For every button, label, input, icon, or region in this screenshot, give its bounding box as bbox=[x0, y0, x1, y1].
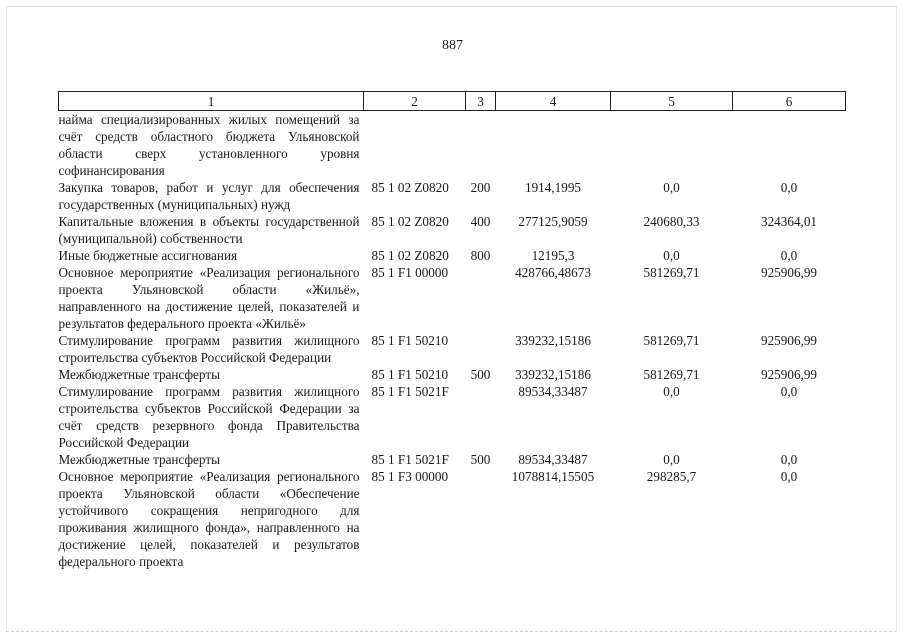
row-name: Межбюджетные трансферты bbox=[58, 367, 220, 382]
row-value-3: 324364,01 bbox=[760, 214, 818, 229]
header-col-6: 6 bbox=[733, 92, 846, 111]
row-code: 85 1 F3 00000 bbox=[371, 469, 449, 484]
row-name: Основное мероприятие «Реализация регионального проекта Ульяновской области «Жильё», направленного на достижение целей, показателей и результатов федерального проекта «Жильё» bbox=[58, 265, 360, 331]
header-col-4: 4 bbox=[496, 92, 611, 111]
row-value-2: 0,0 bbox=[663, 248, 680, 263]
row-value-3: 925906,99 bbox=[760, 367, 818, 382]
row-name: Стимулирование программ развития жилищного строительства субъектов Российской Федерации за счёт средств резервного фонда Правительства Российской Федерации bbox=[58, 384, 360, 450]
row-type: 500 bbox=[470, 452, 491, 467]
row-name: Иные бюджетные ассигнования bbox=[58, 248, 238, 263]
row-code: 85 1 F1 00000 bbox=[371, 265, 449, 280]
row-value-2: 240680,33 bbox=[643, 214, 700, 229]
row-value-1: 12195,3 bbox=[531, 248, 575, 263]
row-value-2: 0,0 bbox=[663, 452, 680, 467]
row-name: Межбюджетные трансферты bbox=[58, 452, 220, 467]
row-name: Закупка товаров, работ и услуг для обеспечения государственных (муниципальных) нужд bbox=[58, 180, 360, 212]
header-col-2: 2 bbox=[364, 92, 466, 111]
table-row bbox=[59, 111, 846, 180]
table-row bbox=[59, 179, 846, 213]
row-value-3: 0,0 bbox=[780, 384, 798, 399]
header-row bbox=[59, 92, 846, 111]
row-type bbox=[466, 332, 496, 366]
row-value-2: 0,0 bbox=[663, 384, 680, 399]
row-value-2: 581269,71 bbox=[643, 265, 700, 280]
row-code: 85 1 F1 5021F bbox=[371, 384, 449, 399]
row-value-1: 428766,48673 bbox=[515, 265, 591, 280]
row-type: 800 bbox=[470, 248, 491, 263]
table-row bbox=[59, 213, 846, 247]
row-type bbox=[466, 264, 496, 332]
row-code: 85 1 02 Z0820 bbox=[371, 248, 449, 263]
header-col-3: 3 bbox=[466, 92, 496, 111]
row-value-3: 925906,99 bbox=[760, 265, 818, 280]
row-name: Основное мероприятие «Реализация регионального проекта Ульяновской области «Обеспечение устойчивого сокращения непригодного для проживания жилищного фонда», направленного на достижение целей, показателей и результатов федерального проекта bbox=[58, 469, 360, 569]
row-name: Стимулирование программ развития жилищного строительства субъектов Российской Федерации bbox=[58, 333, 360, 365]
row-value-3: 0,0 bbox=[780, 180, 798, 195]
row-type: 500 bbox=[470, 367, 491, 382]
table-row bbox=[59, 451, 846, 468]
row-value-1: 277125,9059 bbox=[518, 214, 588, 229]
row-code: 85 1 02 Z0820 bbox=[371, 180, 449, 195]
row-value-2: 298285,7 bbox=[646, 469, 697, 484]
budget-table bbox=[58, 91, 846, 570]
row-type bbox=[466, 111, 496, 180]
row-type: 400 bbox=[470, 214, 491, 229]
table-row bbox=[59, 366, 846, 383]
row-name: Капитальные вложения в объекты государственной (муниципальной) собственности bbox=[58, 214, 360, 246]
row-value-1: 339232,15186 bbox=[515, 333, 591, 348]
table-row bbox=[59, 264, 846, 332]
row-type bbox=[466, 383, 496, 451]
header-col-5: 5 bbox=[611, 92, 733, 111]
header-col-1: 1 bbox=[59, 92, 364, 111]
row-value-1 bbox=[496, 111, 611, 180]
row-value-1: 339232,15186 bbox=[515, 367, 591, 382]
row-code: 85 1 F1 50210 bbox=[371, 333, 449, 348]
row-value-1: 1078814,15505 bbox=[511, 469, 595, 484]
row-value-3 bbox=[733, 111, 846, 180]
row-code: 85 1 02 Z0820 bbox=[371, 214, 449, 229]
row-type bbox=[466, 468, 496, 570]
table-row bbox=[59, 332, 846, 366]
row-value-3: 0,0 bbox=[780, 469, 798, 484]
table-row bbox=[59, 247, 846, 264]
row-value-3: 0,0 bbox=[780, 248, 798, 263]
row-value-1: 89534,33487 bbox=[518, 452, 588, 467]
row-value-3: 0,0 bbox=[780, 452, 798, 467]
row-value-2: 581269,71 bbox=[643, 367, 700, 382]
row-value-2 bbox=[611, 111, 733, 180]
row-value-3: 925906,99 bbox=[760, 333, 818, 348]
row-value-1: 1914,1995 bbox=[524, 180, 582, 195]
row-code: 85 1 F1 50210 bbox=[371, 367, 449, 382]
row-code bbox=[364, 111, 466, 180]
row-value-2: 0,0 bbox=[663, 180, 680, 195]
row-value-2: 581269,71 bbox=[643, 333, 700, 348]
row-name: найма специализированных жилых помещений за счёт средств областного бюджета Ульяновской области сверх установленного уровня софинансирования bbox=[58, 112, 360, 178]
page-number: 887 bbox=[442, 38, 463, 53]
row-value-1: 89534,33487 bbox=[518, 384, 588, 399]
row-code: 85 1 F1 5021F bbox=[371, 452, 449, 467]
row-type: 200 bbox=[470, 180, 491, 195]
table-row bbox=[59, 468, 846, 570]
table-row bbox=[59, 383, 846, 451]
